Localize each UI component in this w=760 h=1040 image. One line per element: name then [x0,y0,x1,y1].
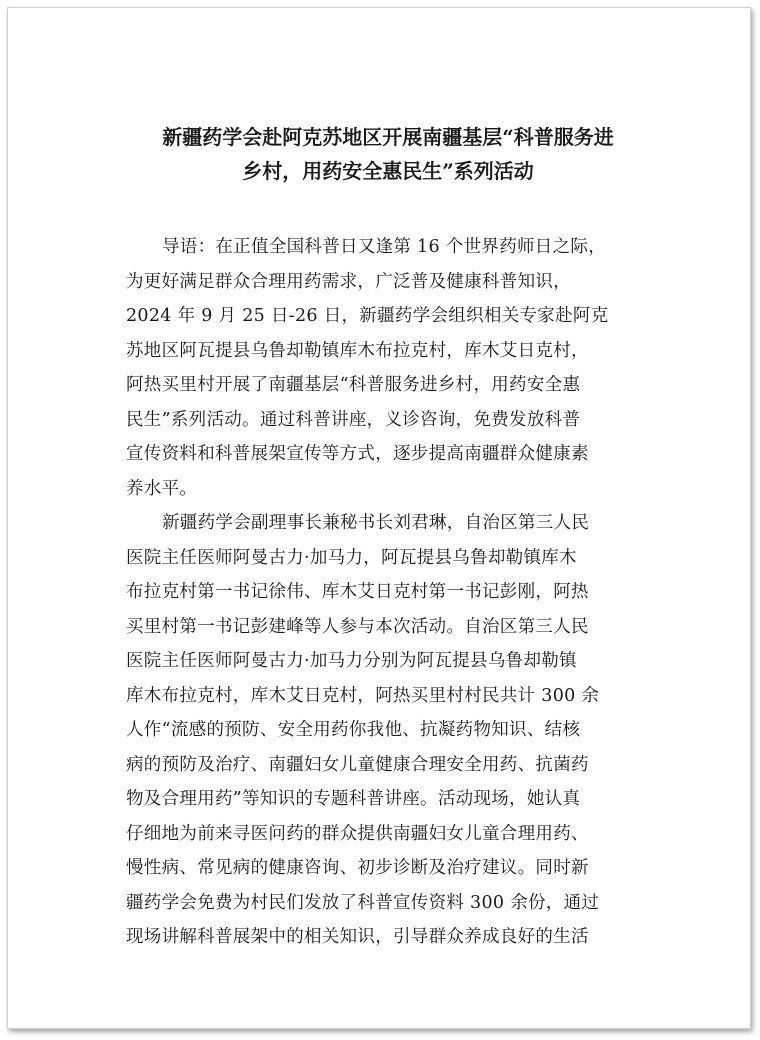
intro-paragraph [126,230,656,506]
text-line: 导语：在正值全国科普日又逢第 16 个世界药师日之际， [162,237,606,257]
title-line: 新疆药学会赴阿克苏地区开展南疆基层“科普服务进 [162,125,614,149]
document-body [126,230,656,955]
text-line: 苏地区阿瓦提县乌鲁却勒镇库木布拉克村，库木艾日克村， [126,340,589,361]
text-line: 养水平。 [126,478,198,499]
text-line: 物及合理用药”等知识的专题科普讲座。活动现场，她认真 [126,789,581,809]
text-line: 疆药学会免费为村民们发放了科普宣传资料 300 余份，通过 [126,892,600,913]
text-line: 人作“流感的预防、安全用药你我他、抗凝药物知识、结核 [126,720,581,740]
text-line: 医院主任医师阿曼古力·加马力，阿瓦提县乌鲁却勒镇库木 [126,547,577,568]
text-line: 库木布拉克村，库木艾日克村，阿热买里村村民共计 300 余 [126,685,600,706]
title-line: 乡村，用药安全惠民生”系列活动 [242,159,534,183]
text-line: 为更好满足群众合理用药需求，广泛普及健康科普知识， [126,271,571,292]
text-line: 仔细地为前来寻医问药的群众提供南疆妇女儿童合理用药、 [126,823,589,844]
body-paragraph [126,506,656,955]
text-line: 医院主任医师阿曼古力·加马力分别为阿瓦提县乌鲁却勒镇 [126,651,577,671]
text-line: 布拉克村第一书记徐伟、库木艾日克村第一书记彭刚，阿热 [126,582,589,602]
text-line: 新疆药学会副理事长兼秘书长刘君琳，自治区第三人民 [162,513,590,533]
text-line: 民生”系列活动。通过科普讲座，义诊咨询，免费发放科普 [126,409,581,430]
text-line: 慢性病、常见病的健康咨询、初步诊断及治疗建议。同时新 [126,858,589,878]
text-line: 2024 年 9 月 25 日-26 日，新疆药学会组织相关专家赴阿克 [126,306,609,326]
document-title [108,120,668,188]
text-line: 买里村第一书记彭建峰等人参与本次活动。自治区第三人民 [126,616,589,637]
text-line: 阿热买里村开展了南疆基层“科普服务进乡村，用药安全惠 [126,375,581,395]
text-line: 宣传资料和科普展架宣传等方式，逐步提高南疆群众健康素 [126,444,589,464]
text-line: 现场讲解科普展架中的相关知识，引导群众养成良好的生活 [126,927,589,947]
document-page [7,7,751,1029]
text-line: 病的预防及治疗、南疆妇女儿童健康合理安全用药、抗菌药 [126,754,589,775]
